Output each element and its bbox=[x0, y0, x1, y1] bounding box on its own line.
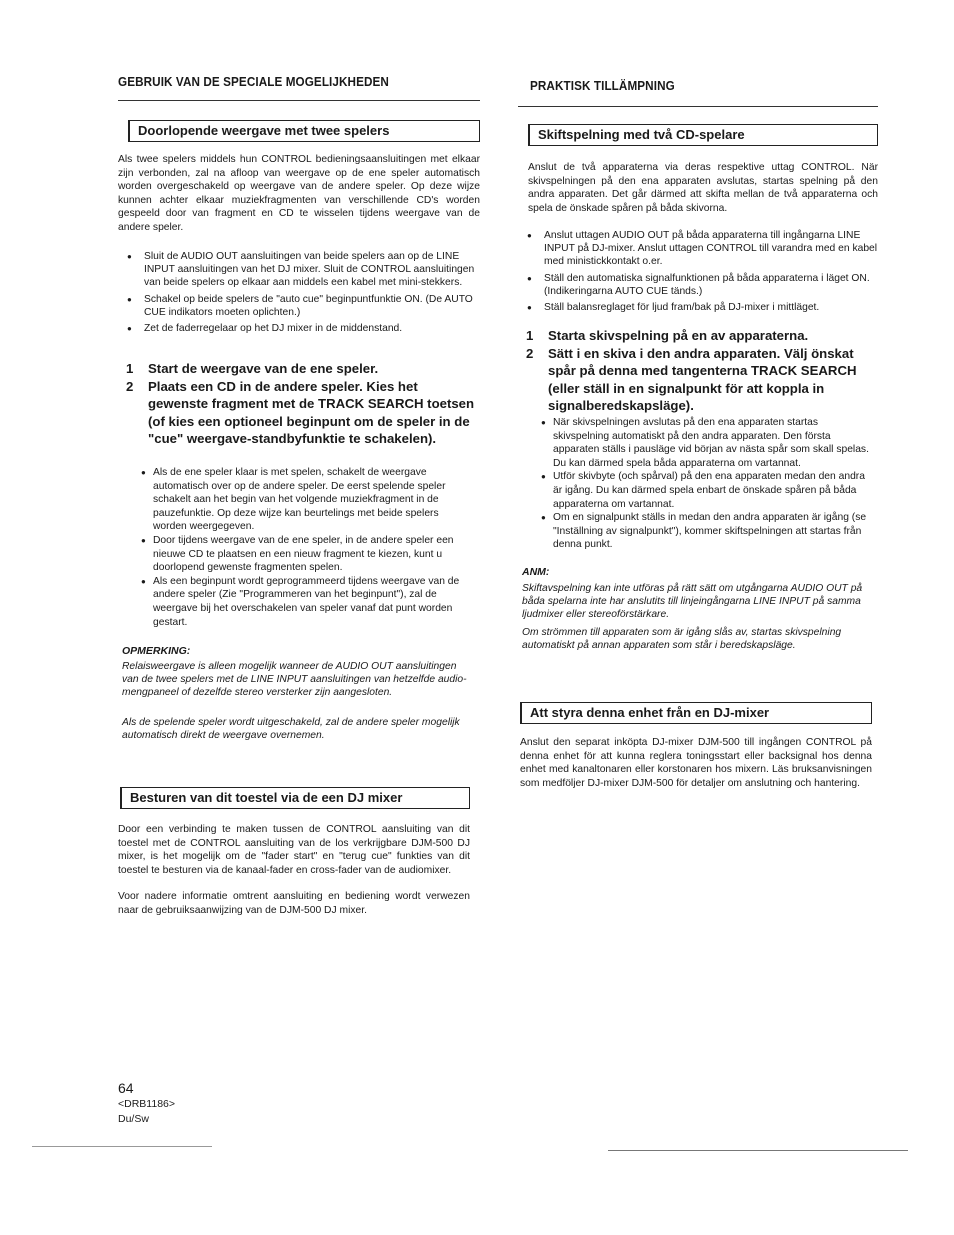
steps-right bbox=[526, 327, 878, 415]
section-title-att-styra: Att styra denna enhet från en DJ-mixer bbox=[520, 702, 872, 724]
step-number: 2 bbox=[526, 345, 534, 361]
step-1-left bbox=[126, 360, 478, 378]
list-item: ● Ställ den automatiska signalfunktionen på båda apparaterna i läget ON. (Indikeringarna AUTO CUE tänds.) bbox=[518, 272, 878, 298]
list-item: ● Zet de faderregelaar op het DJ mixer in de middenstand. bbox=[118, 322, 480, 335]
list-item: ● Sluit de AUDIO OUT aansluitingen van beide spelers aan op de LINE INPUT aansluitingen van het DJ mixer. Sluit de CONTROL aansluitingen van beide spelers op elkaar aan middels een kabel met mini-stekkers. bbox=[118, 250, 480, 290]
intro-paragraph-left: Als twee spelers middels hun CONTROL bedieningsaansluitingen met elkaar zijn verbonden, zal na afloop van weergave op de ene speler automatisch worden overgeschakeld op weergave van de andere speler. Op deze wijze kunnen achter elkaar muziekfragmenten van verschillende CD's worden gespeeld door van fragment en CD te wisselen tijdens weergave van de andere speler. bbox=[118, 154, 480, 233]
note-text-right-2: Om strömmen till apparaten som är igång slås av, startas skivspelning automatiskt på annan apparaten som står i beredskapsläge. bbox=[522, 627, 842, 652]
list-item: ● Schakel op beide spelers de "auto cue" beginpuntfunktie ON. (De AUTO CUE indikators moeten oplichten.) bbox=[118, 293, 480, 319]
step-number: 2 bbox=[126, 378, 134, 394]
language-code: Du/Sw bbox=[118, 1113, 149, 1125]
steps-left bbox=[126, 360, 478, 448]
note-text-left-1: Relaisweergave is alleen mogelijk wanneer de AUDIO OUT aansluitingen van de twee spelers met de LINE INPUT aansluitingen van hetzelfde audio-mengpaneel of dezelfde stereo versterker zijn aangesloten. bbox=[122, 661, 467, 699]
section-title-doorlopende-weergave: Doorlopende weergave met twee spelers bbox=[128, 120, 480, 142]
step-text: Start de weergave van de ene speler. bbox=[148, 361, 379, 376]
section-title-besturen: Besturen van dit toestel via de een DJ mixer bbox=[120, 787, 470, 809]
list-item: ● Door tijdens weergave van de ene speler, in de andere speler een nieuwe CD te plaatsen en een nieuw fragment te kiezen, kunt u doorlopend gewenste fragmenten spelen. bbox=[141, 534, 475, 575]
note-text-right-1: Skiftavspelning kan inte utföras på rätt sätt om utgångarna AUDIO OUT på båda spelarna inte har anslutits till linjeingångarna LINE INPUT på samma ljudmixer eller stereoförstärkare. bbox=[522, 583, 863, 621]
prep-bullets-right bbox=[518, 229, 878, 317]
section-title-skiftspelning: Skiftspelning med två CD-spelare bbox=[528, 124, 878, 146]
left-column-header: GEBRUIK VAN DE SPECIALE MOGELIJKHEDEN bbox=[118, 74, 389, 89]
list-item: ● Als de ene speler klaar is met spelen, schakelt de weergave automatisch over op de andere speler. De eerst spelende speler schakelt aan het begin van het volgende muziekfragment in de pauzefunktie. Op deze wijze kan beurtelings met beide spelers worden weergegeven. bbox=[141, 466, 475, 534]
step-text: Plaats een CD in de andere speler. Kies het gewenste fragment met de TRACK SEARCH toetsen (of kies een optioneel beginpunt om de speler in de "cue" weergave-standbyfunktie te schakelen). bbox=[148, 378, 475, 446]
step-2-left bbox=[126, 378, 478, 448]
intro-paragraph-right: Anslut de två apparaterna via deras respektive uttag CONTROL. När skivspelningen på den ena apparaten avslutas, startas spelning på den andra apparaten. Det går därmed att skifta mellan de två apparaterna och spela de önskade spåren på båda skivorna. bbox=[528, 162, 878, 214]
step-text: Sätt i en skiva i den andra apparaten. Välj önskat spår på denna med tangenterna TRACK SEARCH (eller ställ in en signalpunkt för att koppla in signalberedskapsläge). bbox=[548, 345, 857, 413]
step-text: Starta skivspelning på en av apparaterna. bbox=[548, 328, 809, 343]
prep-bullets-left bbox=[118, 250, 480, 338]
list-item: ● Als een beginpunt wordt geprogrammeerd tijdens weergave van de andere speler (Zie "Programmeren van het beginpunt"), zal de weergave bij het overschakelen van speler vanaf dat punt worden gestart. bbox=[141, 575, 475, 629]
page-number: 64 bbox=[118, 1080, 134, 1096]
scan-edge-rule-left bbox=[32, 1146, 212, 1147]
paragraph-att-styra: Anslut den separat inköpta DJ-mixer DJM-500 till ingången CONTROL på denna enhet för att kunna reglera toningsstart eller backsignal hos denna enhet med kanaltonaren eller korstonaren hos mixern. Läs bruksanvisningen som medföljer DJ-mixer DJM-500 för detaljer om anslutning och hantering. bbox=[520, 737, 872, 789]
step-subbullets-left bbox=[141, 466, 475, 629]
document-code: <DRB1186> bbox=[118, 1098, 176, 1110]
list-item: ● Om en signalpunkt ställs in medan den andra apparaten är igång (se "Inställning av signalpunkt"), kommer skiftspelningen att startas från denna punkt. bbox=[541, 511, 875, 552]
list-item: ● Anslut uttagen AUDIO OUT på båda apparaterna till ingångarna LINE INPUT på DJ-mixer. Anslut uttagen CONTROL till varandra med en kabel med ministickkontakt o.er. bbox=[518, 229, 878, 269]
note-text-left-2: Als de spelende speler wordt uitgeschakeld, zal de andere speler mogelijk automatisch direkt de weergave overnemen. bbox=[122, 717, 460, 742]
step-number: 1 bbox=[526, 328, 534, 343]
step-number: 1 bbox=[126, 361, 134, 376]
note-label-right: ANM: bbox=[522, 566, 550, 578]
right-column-header: PRAKTISK TILLÄMPNING bbox=[530, 78, 675, 93]
scan-edge-rule-right bbox=[608, 1150, 908, 1151]
list-item: ● När skivspelningen avslutas på den ena apparaten startas skivspelning automatiskt på den andra apparaten. Den första apparaten ställs i pausläge vid början av nästa spår som skall spelas. Du kan därmed spela båda apparaterna om vartannat. bbox=[541, 416, 875, 470]
paragraph-besturen-2: Voor nadere informatie omtrent aansluiting en bediening wordt verwezen naar de gebruiksaanwijzing van de DJM-500 DJ mixer. bbox=[118, 891, 470, 916]
step-subbullets-right bbox=[541, 416, 875, 552]
right-header-rule bbox=[518, 106, 878, 107]
step-1-right bbox=[526, 327, 878, 345]
step-2-right bbox=[526, 345, 878, 415]
note-label-left: OPMERKING: bbox=[122, 645, 191, 657]
list-item: ● Ställ balansreglaget för ljud fram/bak på DJ-mixer i mittläget. bbox=[518, 301, 878, 314]
list-item: ● Utför skivbyte (och spårval) på den ena apparaten medan den andra är igång. Du kan därmed spela enbart de önskade spåren på båda apparaterna om vartannat. bbox=[541, 470, 875, 511]
left-header-rule bbox=[118, 100, 480, 101]
paragraph-besturen-1: Door een verbinding te maken tussen de CONTROL aansluiting van dit toestel met de CONTROL aansluiting van de los verkrijgbare DJM-500 DJ mixer, is het mogelijk om de "fader start" en "terug cue" funkties van dit toestel te besturen via de kanaal-fader en cross-fader van de audiomixer. bbox=[118, 824, 470, 876]
